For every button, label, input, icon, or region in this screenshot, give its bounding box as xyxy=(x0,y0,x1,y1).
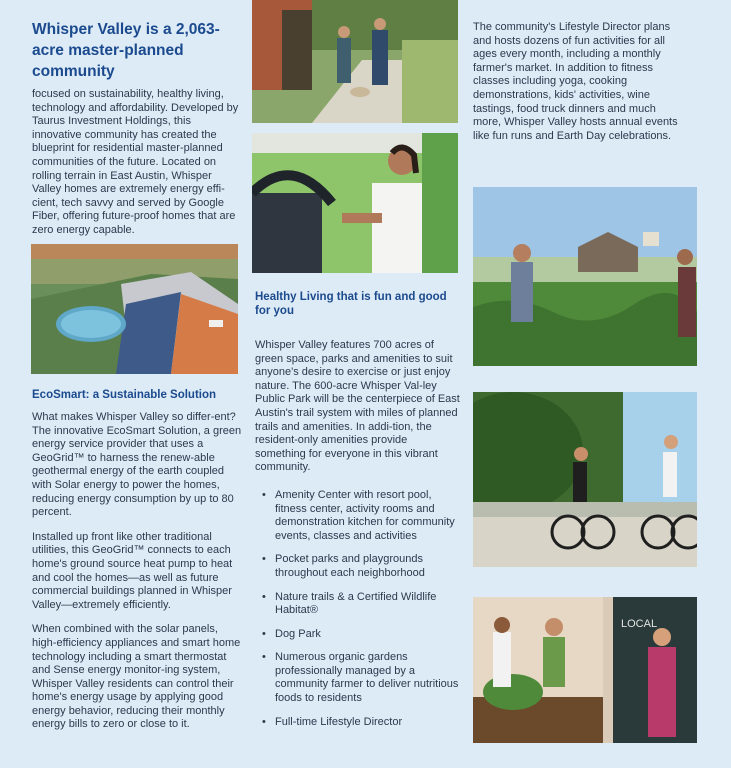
ecosmart-paragraph-2: Installed up front like other traditional utilities, this GeoGrid™ connects to each home's ground source heat pump to heat and cool the homes—as well as future commercial buildings planned in Whisper Valley—extremely efficiently. xyxy=(32,530,233,611)
list-item: • Dog Park xyxy=(255,628,461,642)
cycling-photo xyxy=(473,392,697,567)
ecosmart-paragraph-1: What makes Whisper Valley so differ-ent? The innovative EcoSmart Solution, a green energy service provider that uses a GeoGrid™ to harness the renew-able geothermal energy of the earth coupled with Solar energy to power the homes, reducing energy consumption by up to 80 percent. xyxy=(32,411,242,519)
healthy-body: Whisper Valley features 700 acres of green space, parks and amenities to suit anyone's desire to exercise or just enjoy nature. The 600-acre Whisper Val-ley Public Park will be the centerpiece of East Austin's trail system with miles of planned trails and amenities. In addi-tion, the resident-only amenities provide something for everyone in this vibrant community. xyxy=(255,339,460,474)
list-item: • Numerous organic gardens professionally managed by a community farmer to deliver nutritious foods to residents xyxy=(255,651,461,705)
ecosmart-title: EcoSmart: a Sustainable Solution xyxy=(32,389,217,401)
list-item: • Amenity Center with resort pool, fitness center, activity rooms and demonstration kitchen for community events, classes and activities xyxy=(255,489,461,543)
aerial-pool-photo xyxy=(31,244,238,374)
garden-photo xyxy=(473,187,697,366)
list-item: • Pocket parks and playgrounds throughout each neighborhood xyxy=(255,553,461,580)
list-item: • Full-time Lifestyle Director xyxy=(255,716,461,730)
farmers-market-photo xyxy=(473,597,697,743)
intro-title: Whisper Valley is a 2,063-acre master-planned community xyxy=(32,21,220,80)
amenities-list xyxy=(255,489,461,729)
intro-body: focused on sustainability, healthy living, technology and affordability. Developed by Taurus Investment Holdings, this innovative community has created the blueprint for residential master-planned communities of the future. Located on rolling terrain in East Austin, Whisper Valley homes are extremely energy effi-cient, tech savvy and served by Google Fiber, offering future-proof homes that are zero energy capable. xyxy=(32,88,239,236)
market-sign: LOCAL xyxy=(621,618,658,630)
lifestyle-body: The community's Lifestyle Director plans and hosts dozens of fun activities for all ages every month, including a monthly farmer's market. In addition to fitness classes including yoga, cooking demonstrations, kids' activities, wine tastings, food truck dinners and much more, Whisper Valley hosts annual events like fun runs and Earth Day celebrations. xyxy=(473,21,678,142)
ecosmart-paragraph-3: When combined with the solar panels, high-efficiency appliances and smart home technology including a smart thermostat and Sense energy monitor-ing system, Whisper Valley residents can control their home's energy usage by applying good energy behavior, reducing their monthly energy bills to zero or close to it. xyxy=(32,623,241,731)
fitness-center-photo xyxy=(252,133,458,273)
list-item: • Nature trails & a Certified Wildlife Habitat® xyxy=(255,591,461,618)
walking-dog-photo xyxy=(252,0,458,123)
healthy-title: Healthy Living that is fun and good for you xyxy=(255,291,447,317)
